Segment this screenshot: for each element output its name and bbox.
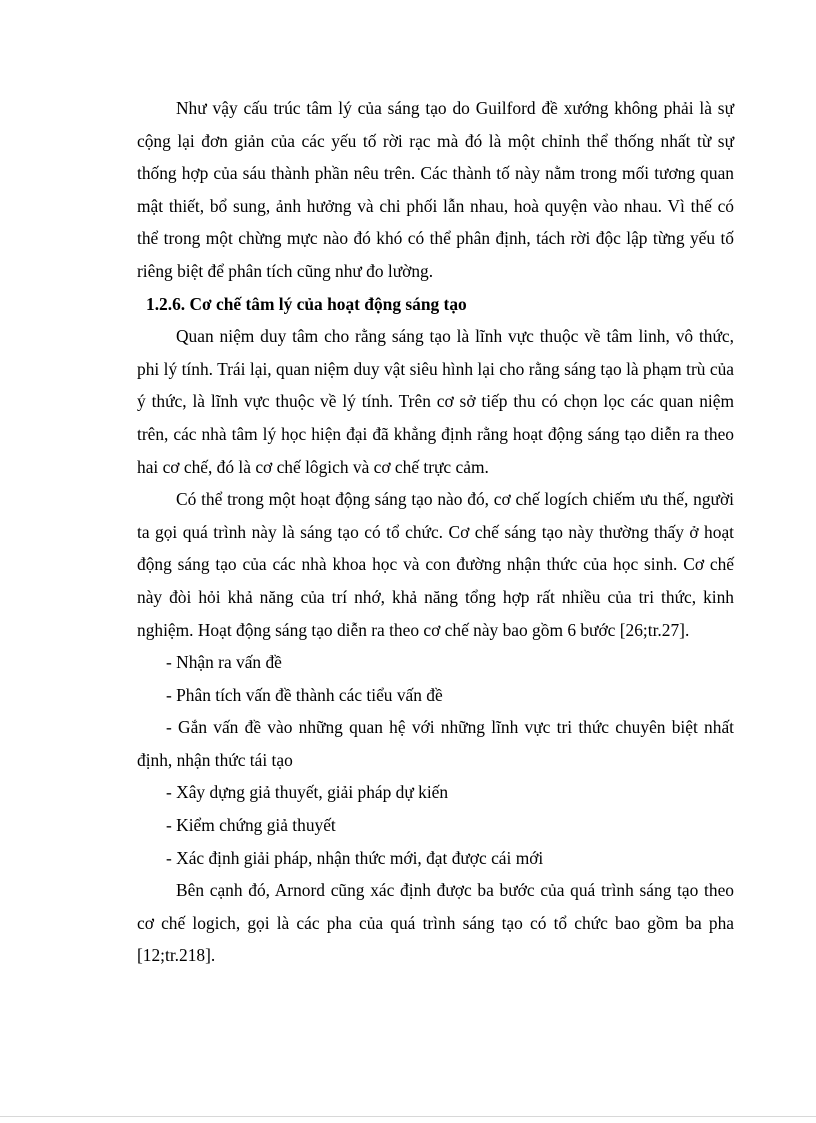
list-item-step-1: - Nhận ra vấn đề — [166, 652, 282, 673]
paragraph-guilford-structure: Như vậy cấu trúc tâm lý của sáng tạo do Guilford đề xướng không phải là sự cộng lại đơn giản của các yếu tố rời rạc mà đó là một chỉnh thể thống nhất từ sự thống hợp của sáu thành phần nêu trên. Các thành tố này nằm trong mối tương quan mật thiết, bổ sung, ảnh hưởng và chi phối lẫn nhau, hoà quyện vào nhau. Vì thế có thể trong một chừng mực nào đó khó có thể phân định, tách rời độc lập từng yếu tố riêng biệt để phân tích cũng như đo lường. — [137, 98, 734, 281]
document-body — [137, 92, 734, 972]
paragraph-logical-mechanism: Có thể trong một hoạt động sáng tạo nào đó, cơ chế logích chiếm ưu thế, người ta gọi quá trình này là sáng tạo có tổ chức. Cơ chế sáng tạo này thường thấy ở hoạt động sáng tạo của các nhà khoa học và con đường nhận thức của học sinh. Cơ chế này đòi hỏi khả năng của trí nhớ, khả năng tổng hợp rất nhiều của tri thức, kinh nghiệm. Hoạt động sáng tạo diễn ra theo cơ chế này bao gồm 6 bước [26;tr.27]. — [137, 489, 734, 640]
list-item-step-5: - Kiểm chứng giả thuyết — [166, 815, 336, 836]
list-item-step-3: - Gắn vấn đề vào những quan hệ với những lĩnh vực tri thức chuyên biệt nhất định, nhận thức tái tạo — [137, 717, 734, 770]
list-item-step-6: - Xác định giải pháp, nhận thức mới, đạt được cái mới — [166, 847, 544, 868]
paragraph-arnord-phases: Bên cạnh đó, Arnord cũng xác định được ba bước của quá trình sáng tạo theo cơ chế logich, gọi là các pha của quá trình sáng tạo có tổ chức bao gồm ba pha [12;tr.218]. — [137, 880, 734, 966]
section-heading: 1.2.6. Cơ chế tâm lý của hoạt động sáng tạo — [146, 293, 467, 314]
list-item-step-2: - Phân tích vấn đề thành các tiểu vấn đề — [166, 684, 443, 705]
paragraph-psychological-mechanism: Quan niệm duy tâm cho rằng sáng tạo là lĩnh vực thuộc về tâm linh, vô thức, phi lý tính. Trái lại, quan niệm duy vật siêu hình lại cho rằng sáng tạo là phạm trù của ý thức, là lĩnh vực thuộc về lý tính. Trên cơ sở tiếp thu có chọn lọc các quan niệm trên, các nhà tâm lý học hiện đại đã khẳng định rằng hoạt động sáng tạo diễn ra theo hai cơ chế, đó là cơ chế lôgich và cơ chế trực cảm. — [137, 326, 734, 477]
page-bottom-divider — [0, 1116, 816, 1117]
list-item-step-4: - Xây dựng giả thuyết, giải pháp dự kiến — [166, 782, 449, 803]
